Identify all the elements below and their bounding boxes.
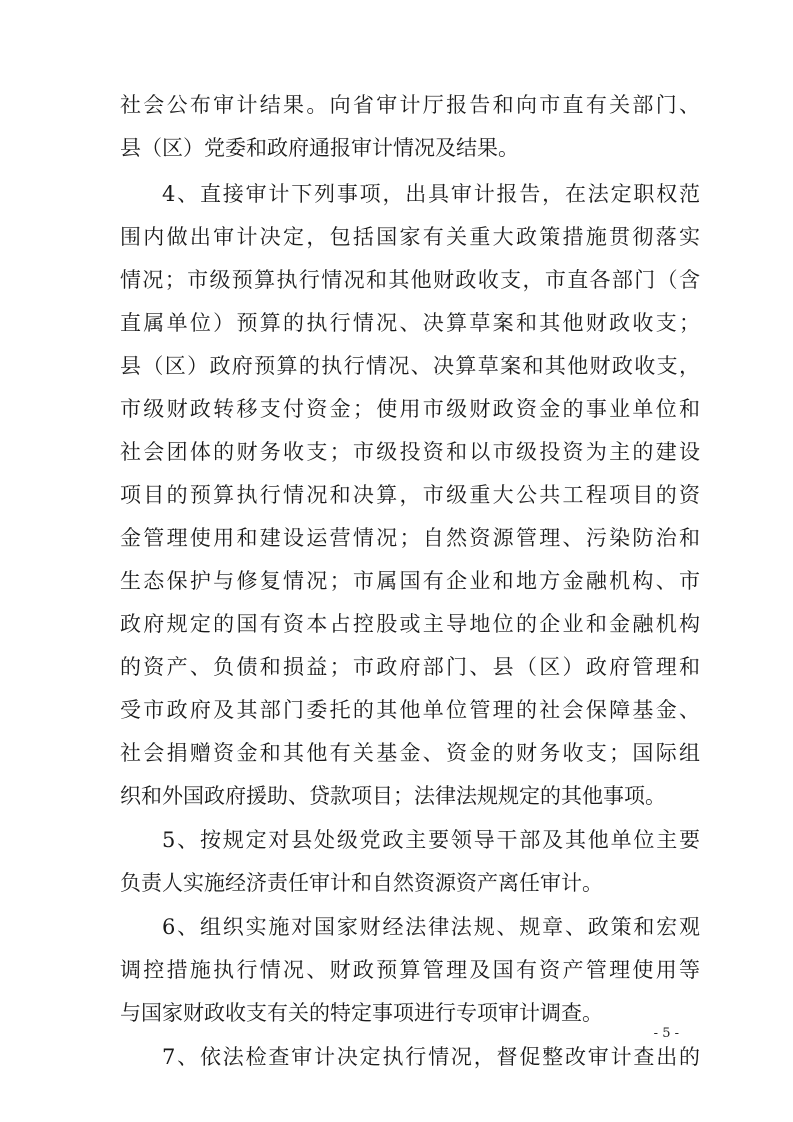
text-line: 社会公布审计结果。向省审计厅报告和向市直有关部门、: [120, 93, 700, 117]
page-number: - 5 -: [653, 1026, 679, 1041]
text-line: 5、按规定对县处级党政主要领导干部及其他单位主要: [162, 828, 700, 852]
text-line: 县（区）党委和政府通报审计情况及结果。: [120, 136, 519, 160]
text-line: 的资产、负债和损益；市政府部门、县（区）政府管理和: [120, 655, 700, 679]
text-line: 市级财政转移支付资金；使用市级财政资金的事业单位和: [120, 397, 700, 421]
text-line: 4、直接审计下列事项，出具审计报告，在法定职权范: [162, 182, 700, 206]
text-line: 织和外国政府援助、贷款项目；法律法规规定的其他事项。: [120, 784, 666, 808]
text-line: 调控措施执行情况、财政预算管理及国有资产管理使用等: [120, 958, 700, 982]
text-line: 直属单位）预算的执行情况、决算草案和其他财政收支；: [120, 311, 700, 335]
text-line: 与国家财政收支有关的特定事项进行专项审计调查。: [120, 1001, 603, 1025]
text-line: 受市政府及其部门委托的其他单位管理的社会保障基金、: [120, 698, 700, 722]
text-line: 生态保护与修复情况；市属国有企业和地方金融机构、市: [120, 569, 700, 593]
text-line: 围内做出审计决定，包括国家有关重大政策措施贯彻落实: [120, 225, 700, 249]
text-line: 6、组织实施对国家财经法律法规、规章、政策和宏观: [162, 915, 700, 939]
text-line: 金管理使用和建设运营情况；自然资源管理、污染防治和: [120, 526, 700, 550]
text-line: 7、依法检查审计决定执行情况，督促整改审计查出的: [162, 1045, 700, 1069]
text-line: 社会捐赠资金和其他有关基金、资金的财务收支；国际组: [120, 741, 700, 765]
text-line: 政府规定的国有资本占控股或主导地位的企业和金融机构: [120, 612, 700, 636]
text-line: 项目的预算执行情况和决算，市级重大公共工程项目的资: [120, 483, 700, 507]
text-line: 负责人实施经济责任审计和自然资源资产离任审计。: [120, 871, 603, 895]
text-line: 情况；市级预算执行情况和其他财政收支，市直各部门（含: [120, 268, 700, 292]
text-line: 县（区）政府预算的执行情况、决算草案和其他财政收支，: [120, 354, 700, 378]
text-line: 社会团体的财务收支；市级投资和以市级投资为主的建设: [120, 440, 700, 464]
